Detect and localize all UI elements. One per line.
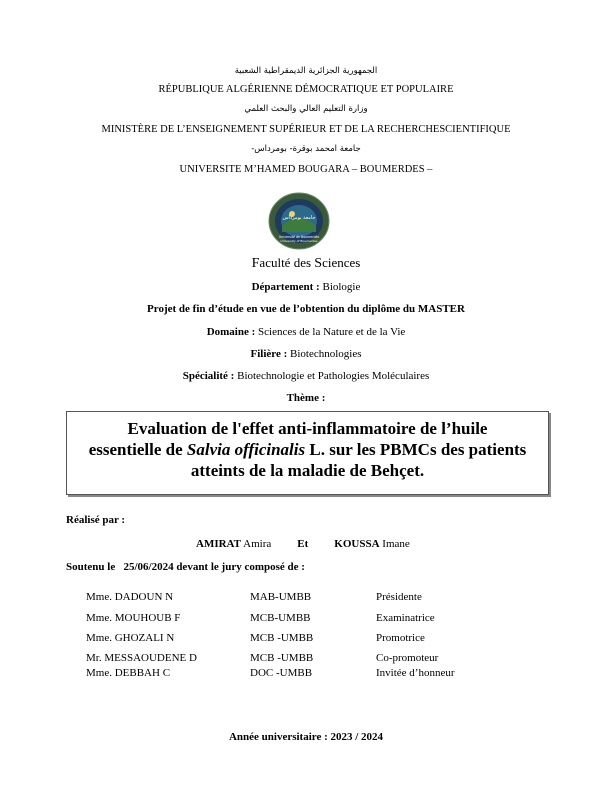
jury-name: Mme. DADOUN N — [86, 591, 174, 603]
author2-first: Imane — [382, 538, 410, 550]
jury-role: Présidente — [376, 591, 422, 603]
specialite-label: Spécialité : — [182, 370, 235, 382]
faculty-title — [0, 255, 612, 272]
republic-header: RÉPUBLIQUE ALGÉRIENNE DÉMOCRATIQUE ET POPULAIRE — [158, 84, 454, 95]
jury-grade: MAB-UMBB — [250, 591, 312, 603]
ministry-header: MINISTÈRE DE L’ENSEIGNEMENT SUPÉRIEUR ET DE LA RECHERCHESCIENTIFIQUE — [101, 124, 511, 135]
jury-name: Mr. MESSAOUDENE D — [86, 652, 197, 664]
jury-grade: MCB -UMBB — [250, 652, 314, 664]
jury-role: Promotrice — [376, 632, 425, 644]
theme-box — [66, 411, 549, 495]
filiere-line — [0, 348, 612, 360]
theme-line-2-pre: essentielle de — [88, 440, 187, 459]
specialite-value: Biotechnologie et Pathologies Moléculaires — [237, 370, 430, 382]
jury-row — [0, 591, 612, 605]
jury-grade: MCB -UMBB — [250, 632, 314, 644]
defense-line: Soutenu le 25/06/2024 devant le jury composé de : — [66, 561, 305, 573]
theme-label: Thème : — [286, 392, 326, 404]
arabic-republic-header: الجمهورية الجزائرية الديمقراطية الشعبية — [234, 66, 378, 76]
arabic-ministry-header: وزارة التعليم العالي والبحث العلمي — [244, 104, 368, 114]
filiere-label: Filière : — [250, 348, 288, 360]
jury-name: Mme. GHOZALI N — [86, 632, 175, 644]
faculty-cap-f: F — [251, 256, 260, 271]
jury-row — [0, 652, 612, 666]
theme-line-2 — [67, 439, 548, 460]
jury-name: Mme. MOUHOUB F — [86, 612, 181, 624]
theme-line-1: Evaluation de l'effet anti-inflammatoire de l’huile — [127, 419, 488, 438]
university-logo — [268, 192, 330, 250]
academic-year: Année universitaire : 2023 / 2024 — [228, 731, 384, 743]
department-value: Biologie — [322, 281, 361, 293]
domain-value: Sciences de la Nature et de la Vie — [258, 326, 406, 338]
filiere-value: Biotechnologies — [290, 348, 362, 360]
domain-line — [0, 326, 612, 338]
jury-row — [0, 667, 612, 681]
theme-line-2-post: L. sur les PBMCs des patients — [305, 440, 527, 459]
university-header: UNIVERSITE M’HAMED BOUGARA – BOUMERDES – — [179, 164, 433, 175]
department-label: Département : — [251, 281, 320, 293]
jury-role: Co-promoteur — [376, 652, 439, 664]
faculty-rest-2: ciences — [322, 255, 361, 270]
logo-arabic-text: جامعة بومرداس — [282, 215, 316, 221]
jury-grade: MCB-UMBB — [250, 612, 311, 624]
faculty-cap-s: S — [314, 256, 323, 271]
jury-role: Examinatrice — [376, 612, 435, 624]
jury-role: Invitée d’honneur — [376, 667, 455, 679]
project-line: Projet de fin d’étude en vue de l’obtention du diplôme du MASTER — [147, 303, 465, 315]
jury-name: Mme. DEBBAH C — [86, 667, 171, 679]
author2-last: KOUSSA — [334, 538, 380, 550]
author1-first: Amira — [243, 538, 272, 550]
domain-label: Domaine : — [206, 326, 256, 338]
logo-fr-text: Université de Boumerdès — [278, 235, 320, 239]
species-name: Salvia officinalis — [186, 440, 306, 459]
authors-conj: Et — [297, 538, 309, 550]
realise-par-label: Réalisé par : — [66, 514, 126, 526]
faculty-rest-1: aculté des — [259, 255, 315, 270]
authors-line — [196, 538, 410, 550]
arabic-university-header: جامعة امحمد بوقرة- بومرداس- — [251, 144, 361, 154]
jury-grade: DOC -UMBB — [250, 667, 313, 679]
specialite-line — [0, 370, 612, 382]
jury-row — [0, 612, 612, 626]
department-line — [0, 281, 612, 293]
author1-last: AMIRAT — [196, 538, 242, 550]
theme-line-3: atteints de la maladie de Behçet. — [190, 461, 425, 480]
jury-row — [0, 632, 612, 646]
logo-en-text: University of Boumerdes — [280, 239, 318, 243]
